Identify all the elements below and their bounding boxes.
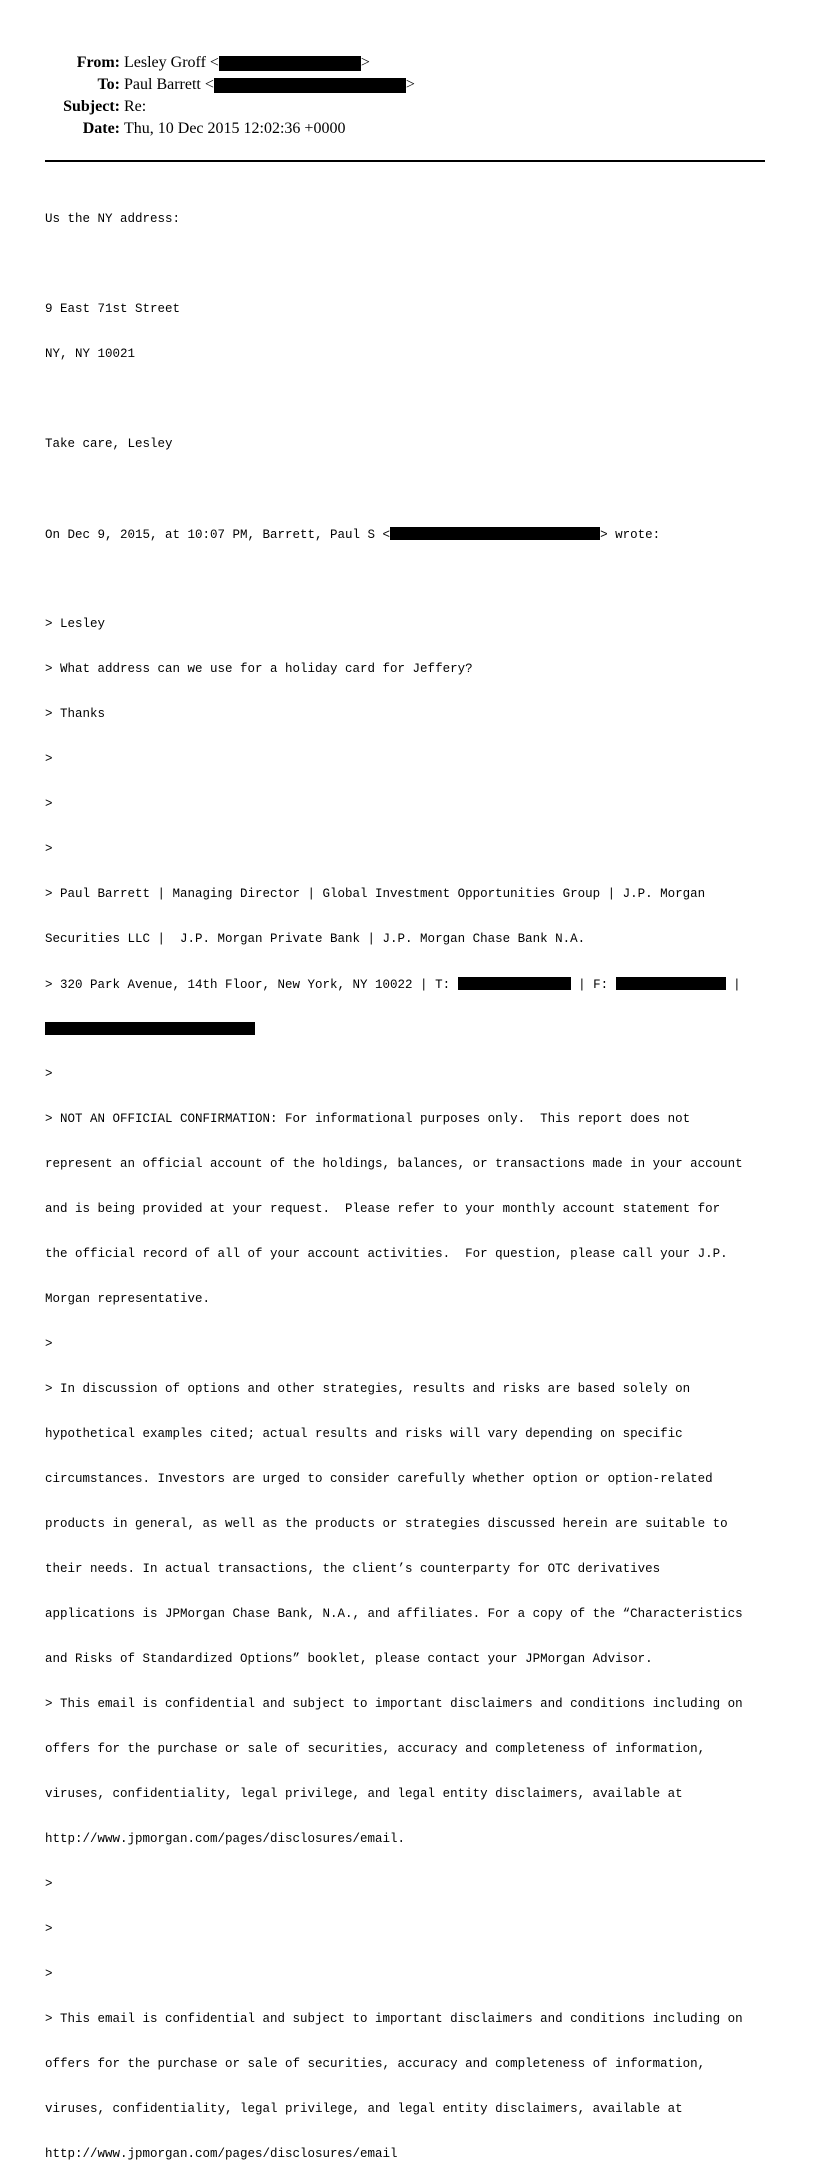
quoted-line: > What address can we use for a holiday card for Jeffery? xyxy=(45,662,473,676)
quoted-line: > xyxy=(45,1877,53,1891)
redacted-email xyxy=(214,78,406,93)
signature-fax-label: | F: xyxy=(570,978,616,992)
options-disclaimer-line: and Risks of Standardized Options” booklet, please contact your JPMorgan Advisor. xyxy=(45,1652,653,1666)
confidential-line: > This email is confidential and subject to important disclaimers and conditions including on xyxy=(45,1697,743,1711)
options-disclaimer-line: > In discussion of options and other strategies, results and risks are based solely on xyxy=(45,1382,691,1396)
quoted-line: > xyxy=(45,1967,53,1981)
quoted-line: > xyxy=(45,1067,53,1081)
signature-address: > 320 Park Avenue, 14th Floor, New York, NY 10022 | T: xyxy=(45,978,458,992)
confidential-line: > This email is confidential and subject to important disclaimers and conditions including on xyxy=(45,2012,743,2026)
disclaimer-line: Morgan representative. xyxy=(45,1292,211,1306)
from-value xyxy=(124,52,370,74)
confidential-line: http://www.jpmorgan.com/pages/disclosures/email. xyxy=(45,1832,406,1846)
to-row xyxy=(0,74,816,96)
disclaimer-line: and is being provided at your request. Please refer to your monthly account statement for xyxy=(45,1202,721,1216)
options-disclaimer-line: applications is JPMorgan Chase Bank, N.A., and affiliates. For a copy of the “Characteristics xyxy=(45,1607,743,1621)
email-body xyxy=(45,182,785,2177)
options-disclaimer-line: hypothetical examples cited; actual results and risks will vary depending on specific xyxy=(45,1427,683,1441)
quoted-line: > Lesley xyxy=(45,617,106,631)
from-name: Lesley Groff < xyxy=(124,54,219,71)
subject-row xyxy=(0,96,816,118)
quoted-line: > xyxy=(45,1337,53,1351)
disclaimer-line: represent an official account of the holdings, balances, or transactions made in your account xyxy=(45,1157,743,1171)
from-row xyxy=(0,52,816,74)
subject-value: Re: xyxy=(124,98,147,115)
quote-header-line xyxy=(45,527,785,542)
body-line: 9 East 71st Street xyxy=(45,302,181,316)
body-line: Take care, Lesley xyxy=(45,437,173,451)
disclaimer-line: the official record of all of your account activities. For question, please call your J.P. xyxy=(45,1247,728,1261)
subject-label: Subject: xyxy=(63,98,120,115)
date-value: Thu, 10 Dec 2015 12:02:36 +0000 xyxy=(124,120,346,137)
quoted-line: > xyxy=(45,842,53,856)
from-label: From: xyxy=(76,54,120,71)
date-label: Date: xyxy=(82,120,120,137)
confidential-line: offers for the purchase or sale of securities, accuracy and completeness of information, xyxy=(45,1742,706,1756)
header-divider xyxy=(45,160,765,162)
body-line: Us the NY address: xyxy=(45,212,181,226)
quoted-line: > xyxy=(45,752,53,766)
disclaimer-line: > NOT AN OFFICIAL CONFIRMATION: For informational purposes only. This report does not xyxy=(45,1112,691,1126)
to-label: To: xyxy=(97,76,120,93)
redacted-email xyxy=(45,1022,255,1035)
options-disclaimer-line: products in general, as well as the products or strategies discussed herein are suitable to xyxy=(45,1517,728,1531)
signature-contact-line xyxy=(45,977,785,992)
blank-line xyxy=(45,392,785,407)
confidential-line: offers for the purchase or sale of securities, accuracy and completeness of information, xyxy=(45,2057,706,2071)
signature-line: Securities LLC | J.P. Morgan Private Bank | J.P. Morgan Chase Bank N.A. xyxy=(45,932,586,946)
to-value xyxy=(124,74,415,96)
signature-line: > Paul Barrett | Managing Director | Global Investment Opportunities Group | J.P. Morgan xyxy=(45,887,706,901)
confidential-line: viruses, confidentiality, legal privilege, and legal entity disclaimers, available at xyxy=(45,1787,683,1801)
date-row xyxy=(0,118,816,140)
redacted-phone xyxy=(458,977,571,990)
options-disclaimer-line: circumstances. Investors are urged to consider carefully whether option or option-related xyxy=(45,1472,713,1486)
redacted-fax xyxy=(616,977,726,990)
redacted-line xyxy=(45,1022,785,1037)
from-close: > xyxy=(360,54,370,71)
quote-header-end: > wrote: xyxy=(600,528,661,542)
redacted-email xyxy=(219,56,361,71)
blank-line xyxy=(45,482,785,497)
to-name: Paul Barrett < xyxy=(124,76,214,93)
confidential-line: viruses, confidentiality, legal privilege, and legal entity disclaimers, available at xyxy=(45,2102,683,2116)
quote-header-text: On Dec 9, 2015, at 10:07 PM, Barrett, Paul S < xyxy=(45,528,391,542)
redacted-email xyxy=(390,527,600,540)
signature-sep: | xyxy=(725,978,741,992)
confidential-line: http://www.jpmorgan.com/pages/disclosures/email xyxy=(45,2147,398,2161)
quoted-line: > xyxy=(45,1922,53,1936)
to-close: > xyxy=(405,76,415,93)
options-disclaimer-line: their needs. In actual transactions, the client’s counterparty for OTC derivatives xyxy=(45,1562,661,1576)
body-line: NY, NY 10021 xyxy=(45,347,136,361)
blank-line xyxy=(45,257,785,272)
blank-line xyxy=(45,572,785,587)
quoted-line: > xyxy=(45,797,53,811)
quoted-line: > Thanks xyxy=(45,707,106,721)
